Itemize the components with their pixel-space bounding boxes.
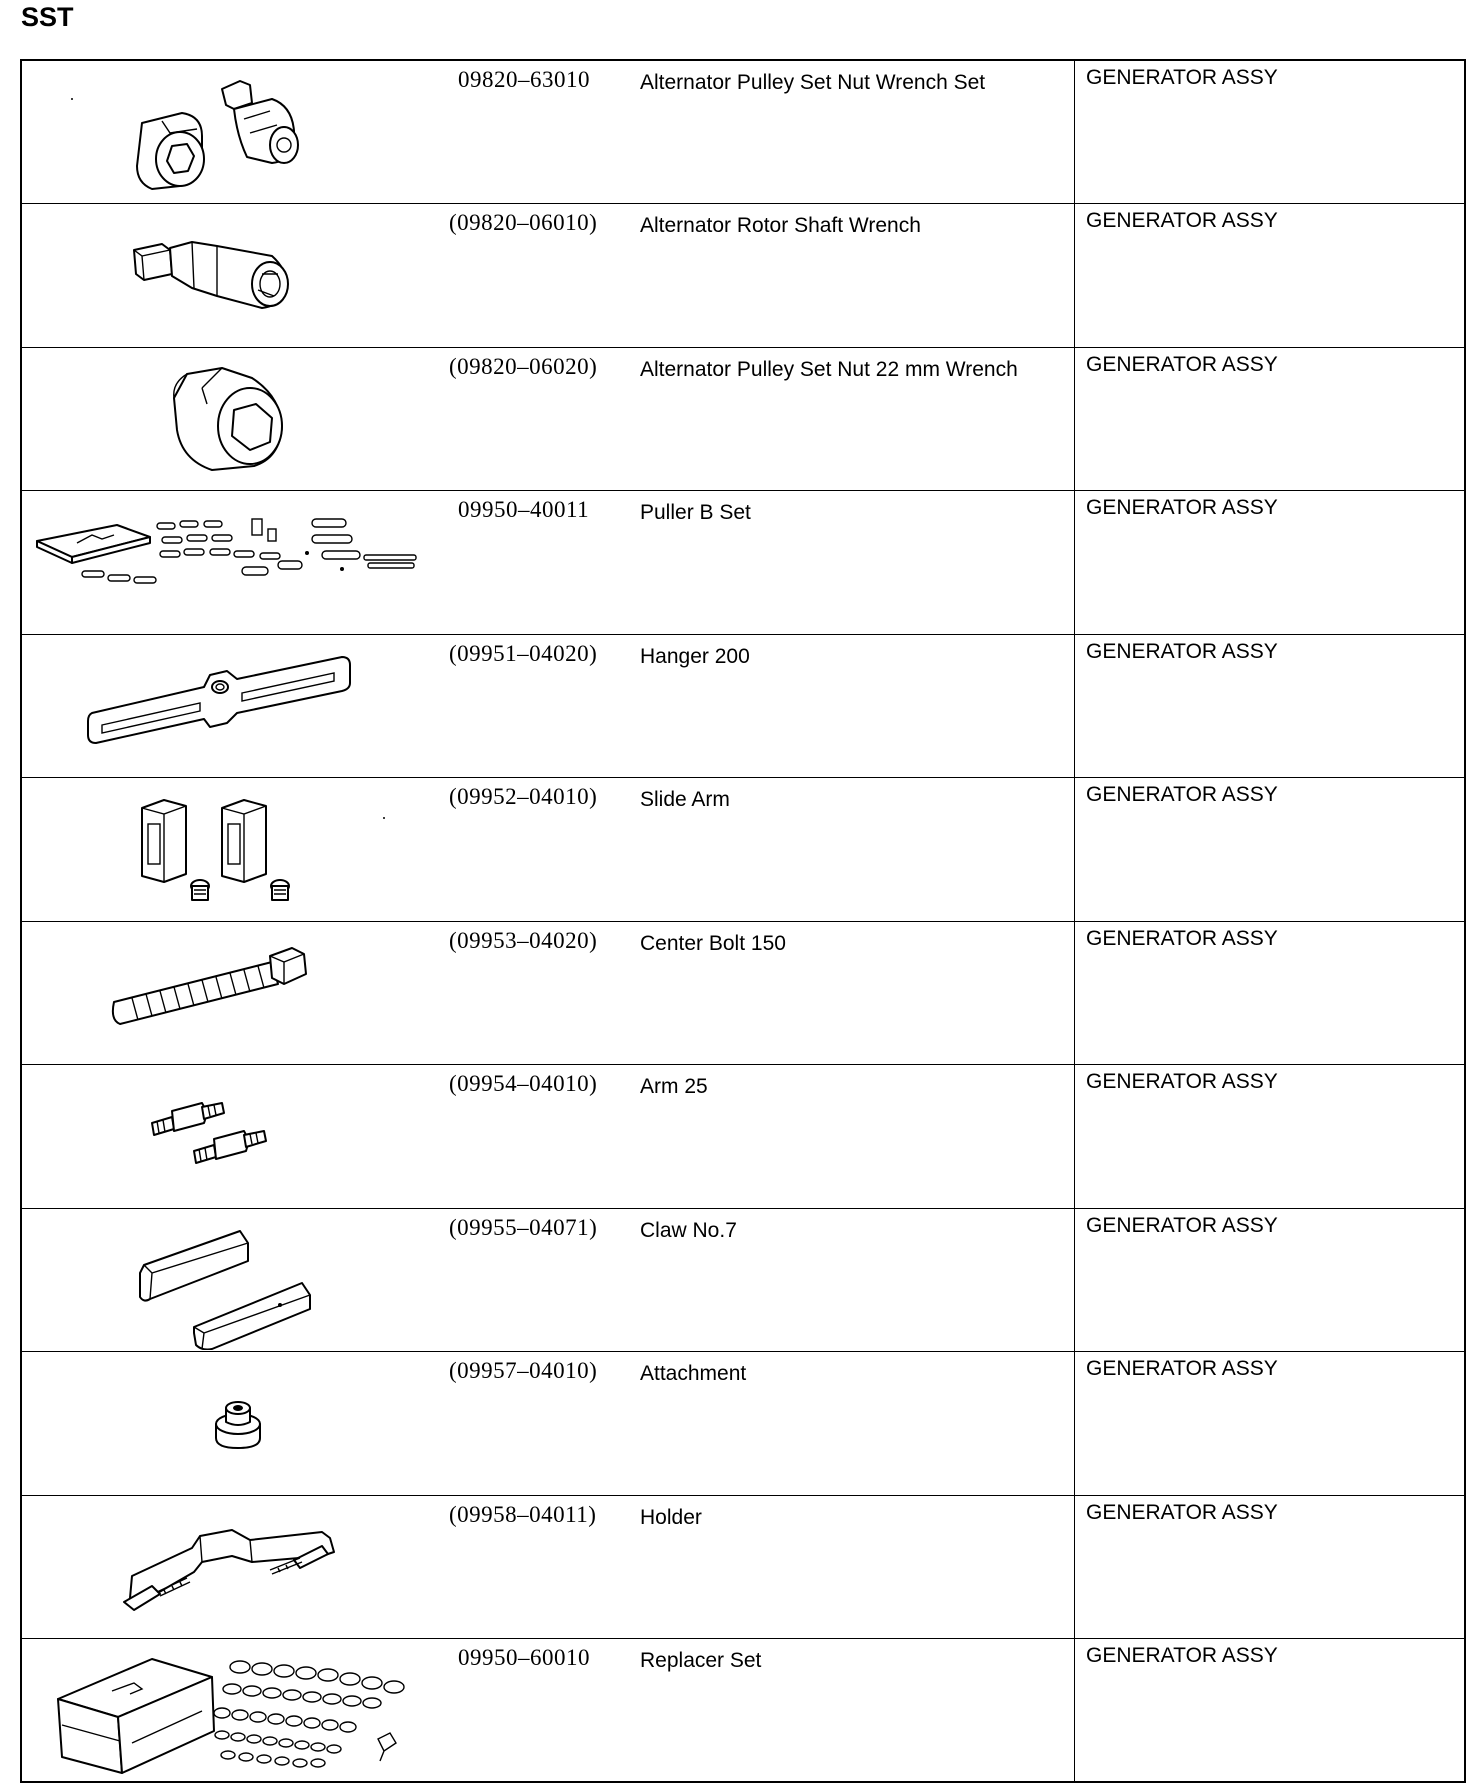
table-row	[21, 204, 1465, 348]
application-label: GENERATOR ASSY	[1086, 496, 1278, 519]
part-name-cell	[618, 1208, 1075, 1352]
center-bolt-icon	[22, 922, 442, 1063]
puller-b-set-icon	[22, 491, 442, 632]
part-name: Slide Arm	[640, 788, 730, 811]
part-name-cell	[618, 1065, 1075, 1209]
tool-image-cell	[21, 1065, 442, 1209]
application-label: GENERATOR ASSY	[1086, 1213, 1278, 1237]
table-row	[21, 1065, 1465, 1209]
table-row	[21, 1208, 1465, 1352]
slide-arm-icon	[22, 778, 442, 919]
part-number: 09950–60010	[458, 1645, 590, 1670]
part-number-cell	[442, 778, 618, 922]
table-row	[21, 60, 1465, 204]
part-number-cell	[442, 60, 618, 204]
part-name-cell	[618, 1352, 1075, 1496]
table-row	[21, 778, 1465, 922]
table-row	[21, 1639, 1465, 1783]
application-label: GENERATOR ASSY	[1086, 66, 1278, 89]
part-number: 09820–63010	[458, 67, 590, 92]
part-number-cell	[442, 347, 618, 491]
application-label: GENERATOR ASSY	[1086, 1644, 1278, 1667]
table-row	[21, 1495, 1465, 1639]
tool-image-cell	[21, 634, 442, 778]
part-number: (09951–04020)	[449, 640, 598, 666]
part-number-cell	[442, 634, 618, 778]
part-number: (09952–04010)	[449, 784, 598, 809]
part-name: Alternator Pulley Set Nut Wrench Set	[640, 71, 986, 94]
holder-icon	[22, 1496, 442, 1637]
table-row	[21, 1352, 1465, 1496]
part-name-cell	[618, 204, 1075, 348]
claw-icon	[22, 1209, 442, 1350]
tool-image-cell	[21, 921, 442, 1065]
table-row	[21, 491, 1465, 635]
part-name-cell	[618, 778, 1075, 922]
part-number-cell	[442, 1352, 618, 1496]
page-title: SST	[21, 2, 74, 32]
table-row	[21, 347, 1465, 491]
part-number: (09954–04010)	[449, 1071, 598, 1096]
application-label: GENERATOR ASSY	[1086, 1500, 1278, 1524]
part-number: 09950–40011	[458, 497, 590, 522]
part-name: Alternator Rotor Shaft Wrench	[640, 214, 921, 237]
arm-icon	[22, 1065, 442, 1206]
pulley-set-nut-wrench-set-icon	[22, 61, 442, 202]
part-number-cell	[442, 1639, 618, 1783]
application-label: GENERATOR ASSY	[1086, 639, 1278, 663]
table-row	[21, 921, 1465, 1065]
part-name: Center Bolt 150	[640, 931, 786, 955]
application-cell	[1075, 204, 1466, 348]
application-cell	[1075, 1495, 1466, 1639]
application-cell	[1075, 778, 1466, 922]
application-cell	[1075, 1639, 1466, 1783]
tool-image-cell	[21, 204, 442, 348]
application-cell	[1075, 1065, 1466, 1209]
application-label: GENERATOR ASSY	[1086, 209, 1278, 232]
pulley-nut-22mm-wrench-icon	[22, 348, 442, 489]
part-name-cell	[618, 921, 1075, 1065]
part-name: Claw No.7	[640, 1218, 737, 1242]
application-cell	[1075, 921, 1466, 1065]
part-number: (09953–04020)	[449, 927, 598, 953]
part-name: Attachment	[640, 1362, 747, 1385]
part-number-cell	[442, 1065, 618, 1209]
part-name: Hanger 200	[640, 644, 750, 668]
application-cell	[1075, 491, 1466, 635]
part-number-cell	[442, 1495, 618, 1639]
part-number: (09958–04011)	[449, 1501, 597, 1527]
part-number: (09955–04071)	[449, 1214, 598, 1240]
part-name-cell	[618, 491, 1075, 635]
rotor-shaft-wrench-icon	[22, 204, 442, 345]
tool-image-cell	[21, 1639, 442, 1783]
application-label: GENERATOR ASSY	[1086, 926, 1278, 950]
part-number: (09957–04010)	[449, 1358, 598, 1383]
part-name: Puller B Set	[640, 501, 751, 524]
part-number-cell	[442, 204, 618, 348]
table-row	[21, 634, 1465, 778]
part-name-cell	[618, 347, 1075, 491]
part-name: Holder	[640, 1505, 702, 1529]
tool-image-cell	[21, 491, 442, 635]
part-name: Alternator Pulley Set Nut 22 mm Wrench	[640, 357, 1018, 381]
tool-image-cell	[21, 60, 442, 204]
tool-image-cell	[21, 1208, 442, 1352]
tool-image-cell	[21, 1352, 442, 1496]
sst-table	[20, 59, 1466, 1783]
replacer-set-icon	[22, 1639, 442, 1780]
application-label: GENERATOR ASSY	[1086, 1357, 1278, 1380]
tool-image-cell	[21, 778, 442, 922]
part-number: (09820–06010)	[449, 210, 598, 235]
part-name-cell	[618, 634, 1075, 778]
part-name-cell	[618, 1639, 1075, 1783]
attachment-icon	[22, 1352, 442, 1493]
part-number-cell	[442, 921, 618, 1065]
application-label: GENERATOR ASSY	[1086, 783, 1278, 806]
part-number: (09820–06020)	[449, 353, 598, 379]
hanger-icon	[22, 635, 442, 776]
application-cell	[1075, 347, 1466, 491]
tool-image-cell	[21, 1495, 442, 1639]
application-label: GENERATOR ASSY	[1086, 1070, 1278, 1093]
tool-image-cell	[21, 347, 442, 491]
application-cell	[1075, 1208, 1466, 1352]
part-number-cell	[442, 491, 618, 635]
application-label: GENERATOR ASSY	[1086, 352, 1278, 376]
application-cell	[1075, 1352, 1466, 1496]
part-name: Replacer Set	[640, 1649, 762, 1672]
part-number-cell	[442, 1208, 618, 1352]
application-cell	[1075, 60, 1466, 204]
part-name-cell	[618, 60, 1075, 204]
part-name-cell	[618, 1495, 1075, 1639]
application-cell	[1075, 634, 1466, 778]
part-name: Arm 25	[640, 1075, 708, 1098]
